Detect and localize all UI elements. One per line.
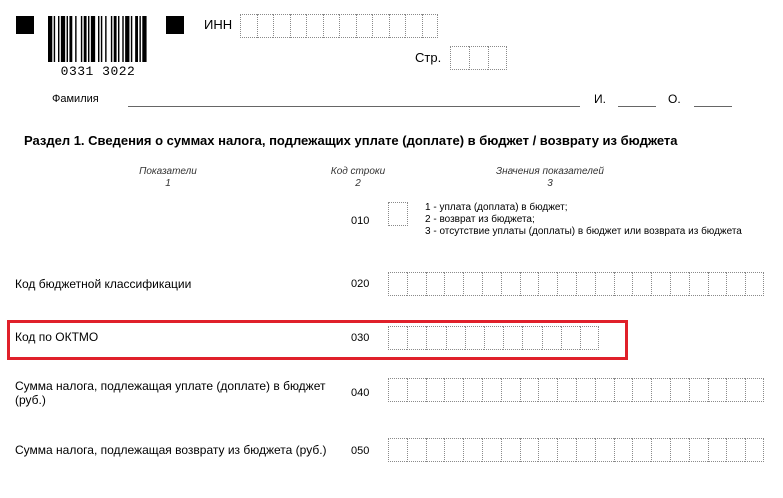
barcode-bar [111,16,112,62]
input-cell[interactable] [463,378,482,402]
barcode-bar [131,16,132,62]
input-cell[interactable] [450,46,469,70]
barcode-number: 0331 3022 [60,64,136,79]
input-cell[interactable] [306,14,323,38]
barcode-bar [61,16,65,62]
input-cell[interactable] [561,326,580,350]
column-header-values [470,166,630,190]
input-cell[interactable] [708,272,727,296]
input-cell[interactable] [689,378,708,402]
row-040-label-line-2: (руб.) [15,393,46,407]
input-cell[interactable] [389,14,406,38]
input-cell[interactable] [745,378,764,402]
input-cell[interactable] [576,272,595,296]
row-010-options [425,202,742,238]
input-cell[interactable] [501,272,520,296]
input-cell[interactable] [426,378,445,402]
input-cell[interactable] [469,46,488,70]
barcode-bar [105,16,106,62]
barcode [48,16,148,79]
input-cell[interactable] [542,326,561,350]
column-title: Значения показателей [495,166,604,177]
surname-field[interactable] [128,106,580,107]
row-030-code: 030 [351,332,370,344]
input-cell[interactable] [708,438,727,462]
input-cell[interactable] [407,326,426,350]
input-cell[interactable] [407,378,426,402]
input-cell[interactable] [745,438,764,462]
barcode-bar [67,16,68,62]
column-number: 1 [165,178,171,189]
row-020-field[interactable] [388,272,764,296]
input-cell[interactable] [520,272,539,296]
input-cell[interactable] [670,438,689,462]
input-cell[interactable] [323,14,340,38]
input-cell[interactable] [503,326,522,350]
row-040-label [15,379,325,407]
input-cell[interactable] [482,438,501,462]
row-020-label: Код бюджетной классификации [15,277,192,291]
input-cell[interactable] [388,202,408,226]
input-cell[interactable] [501,378,520,402]
row-010-option-1: 1 - уплата (доплата) в бюджет; [425,202,568,213]
barcode-bar [139,16,140,62]
barcode-bars-icon [48,16,148,62]
input-cell[interactable] [632,378,651,402]
page-label: Стр. [415,50,442,65]
input-cell[interactable] [538,272,557,296]
input-cell[interactable] [388,326,407,350]
input-cell[interactable] [614,378,633,402]
row-040-label-line-1: Сумма налога, подлежащая уплате (доплате) в бюджет [15,379,326,393]
barcode-bar [122,16,123,62]
input-cell[interactable] [463,438,482,462]
input-cell[interactable] [538,438,557,462]
barcode-bar [142,16,146,62]
input-cell[interactable] [488,46,507,70]
barcode-bar [101,16,102,62]
input-cell[interactable] [595,272,614,296]
row-010-field[interactable] [388,202,408,226]
column-title: Показатели [139,166,197,177]
input-cell[interactable] [484,326,503,350]
input-cell[interactable] [482,272,501,296]
input-cell[interactable] [651,438,670,462]
input-cell[interactable] [444,272,463,296]
input-cell[interactable] [726,272,745,296]
column-header-line-code [318,166,398,190]
input-cell[interactable] [444,438,463,462]
row-010-option-3: 3 - отсутствие уплаты (доплаты) в бюджет или возврата из бюджета [425,226,742,237]
input-cell[interactable] [651,272,670,296]
barcode-bar [118,16,119,62]
input-cell[interactable] [520,378,539,402]
input-cell[interactable] [520,438,539,462]
input-cell[interactable] [670,272,689,296]
input-cell[interactable] [538,378,557,402]
column-number: 3 [547,178,553,189]
input-cell[interactable] [726,438,745,462]
row-040-field[interactable] [388,378,764,402]
corner-marker-right [166,16,184,34]
barcode-bar [98,16,99,62]
barcode-bar [84,16,87,62]
input-cell[interactable] [372,14,389,38]
barcode-bar [91,16,95,62]
column-number: 2 [355,178,361,189]
input-cell[interactable] [482,378,501,402]
input-cell[interactable] [632,438,651,462]
barcode-bar [135,16,138,62]
input-cell[interactable] [407,438,426,462]
inn-label: ИНН [204,17,233,32]
row-040-code: 040 [351,387,370,399]
input-cell[interactable] [465,326,484,350]
row-050-code: 050 [351,445,370,457]
input-cell[interactable] [426,326,445,350]
input-cell[interactable] [689,272,708,296]
input-cell[interactable] [632,272,651,296]
row-050-label: Сумма налога, подлежащая возврату из бюджета (руб.) [15,443,327,457]
initial-i-field[interactable] [618,106,656,107]
input-cell[interactable] [522,326,541,350]
input-cell[interactable] [426,438,445,462]
surname-label: Фамилия [52,93,99,105]
input-cell[interactable] [422,14,439,38]
input-cell[interactable] [388,272,407,296]
input-cell[interactable] [614,438,633,462]
input-cell[interactable] [708,378,727,402]
input-cell[interactable] [501,438,520,462]
input-cell[interactable] [388,438,407,462]
input-cell[interactable] [405,14,422,38]
input-cell[interactable] [463,272,482,296]
input-cell[interactable] [614,272,633,296]
initial-i-label: И. [594,92,606,106]
input-cell[interactable] [557,438,576,462]
input-cell[interactable] [290,14,307,38]
row-050-field[interactable] [388,438,764,462]
barcode-bar [54,16,55,62]
input-cell[interactable] [580,326,599,350]
input-cell[interactable] [240,14,257,38]
column-header-indicators [110,166,226,190]
row-030-field[interactable] [388,326,599,350]
input-cell[interactable] [576,378,595,402]
page-number-field[interactable] [450,46,507,70]
input-cell[interactable] [407,272,426,296]
initial-o-label: О. [668,92,681,106]
input-cell[interactable] [726,378,745,402]
input-cell[interactable] [444,378,463,402]
row-010-option-2: 2 - возврат из бюджета; [425,214,535,225]
input-cell[interactable] [670,378,689,402]
corner-marker-left [16,16,34,34]
input-cell[interactable] [388,378,407,402]
row-020-code: 020 [351,278,370,290]
row-030-label: Код по ОКТМО [15,330,99,344]
input-cell[interactable] [651,378,670,402]
input-cell[interactable] [273,14,290,38]
barcode-bar [81,16,82,62]
input-cell[interactable] [446,326,465,350]
input-cell[interactable] [557,378,576,402]
barcode-bar [58,16,59,62]
input-cell[interactable] [745,272,764,296]
barcode-bar [114,16,117,62]
row-010-code: 010 [351,215,370,227]
input-cell[interactable] [576,438,595,462]
input-cell[interactable] [557,272,576,296]
input-cell[interactable] [339,14,356,38]
section-title: Раздел 1. Сведения о суммах налога, подлежащих уплате (доплате) в бюджет / возврату из бюджета [24,133,678,148]
input-cell[interactable] [356,14,373,38]
input-cell[interactable] [595,378,614,402]
input-cell[interactable] [257,14,274,38]
initial-o-field[interactable] [694,106,732,107]
input-cell[interactable] [426,272,445,296]
column-title: Код строки [330,166,386,177]
inn-field[interactable] [240,14,438,38]
barcode-bar [88,16,89,62]
input-cell[interactable] [595,438,614,462]
input-cell[interactable] [689,438,708,462]
barcode-bar [48,16,52,62]
barcode-bar [125,16,129,62]
barcode-bar [75,16,76,62]
barcode-bar [69,16,72,62]
